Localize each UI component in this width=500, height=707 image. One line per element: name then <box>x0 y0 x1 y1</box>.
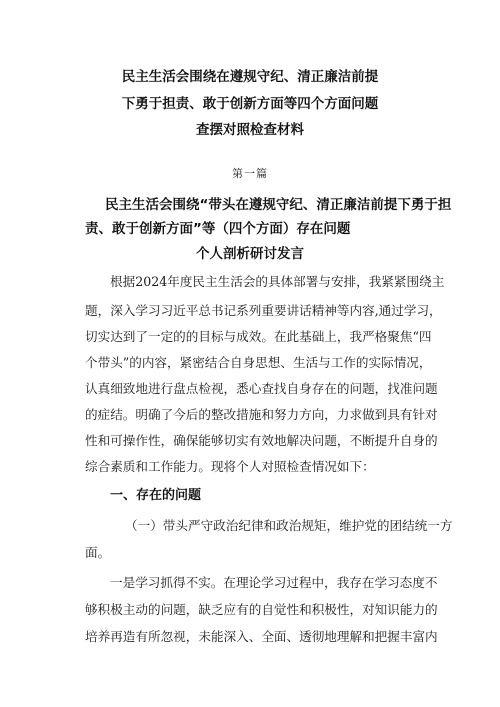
document-title-line-3: 查摆对照检查材料 <box>196 122 304 138</box>
speech-heading-line-1: 民主生活会围绕“带头在遵规守纪、清正廉洁前提下勇于担 <box>105 197 452 213</box>
section-one-heading: 一、存在的问题 <box>110 488 202 503</box>
document-title-line-1: 民主生活会围绕在遵规守纪、清正廉洁前提 <box>121 69 379 85</box>
point-one-line-3: 培养再造有所忽视，未能深入、全面、透彻地理解和把握丰富内 <box>85 629 438 644</box>
document-title-line-2: 下勇于担责、敢于创新方面等四个方面问题 <box>121 96 379 112</box>
intro-paragraph-line-2: 题，深入学习习近平总书记系列重要讲话精神等内容,通过学习， <box>85 303 442 318</box>
section-label: 第一篇 <box>232 167 268 180</box>
intro-paragraph-line-5: 认真细致地进行盘点检视，悉心查找自身存在的问题，找准问题 <box>85 381 438 396</box>
point-one-line-1: 一是学习抓得不实。在理论学习过程中，我存在学习态度不 <box>110 575 438 590</box>
intro-paragraph-line-6: 的症结。明确了今后的整改措施和努力方向，力求做到具有针对 <box>85 407 438 422</box>
intro-paragraph-line-4: 个带头”的内容，紧密结合自身思想、生活与工作的实际情况， <box>85 355 432 370</box>
subsection-one-line-2: 面。 <box>85 545 111 560</box>
intro-paragraph-line-1: 根据2024年度民主生活会的具体部署与安排，我紧紧围绕主 <box>110 274 445 289</box>
intro-paragraph-line-8: 综合素质和工作能力。现将个人对照检查情况如下： <box>85 459 375 474</box>
subsection-one-line-1: （一）带头严守政治纪律和政治规矩，维护党的团结统一方 <box>125 518 453 533</box>
speech-heading-line-3: 个人剖析研讨发言 <box>196 246 304 262</box>
intro-paragraph-line-3: 切实达到了一定的的目标与成效。在此基础上，我严格聚焦“四 <box>85 329 432 344</box>
point-one-line-2: 够积极主动的问题，缺乏应有的自觉性和积极性，对知识能力的 <box>85 602 438 617</box>
intro-paragraph-line-7: 性和可操作性，确保能够切实有效地解决问题，不断提升自身的 <box>85 433 438 448</box>
speech-heading-line-2: 责、敢于创新方面”等（四个方面）存在问题 <box>85 221 351 237</box>
